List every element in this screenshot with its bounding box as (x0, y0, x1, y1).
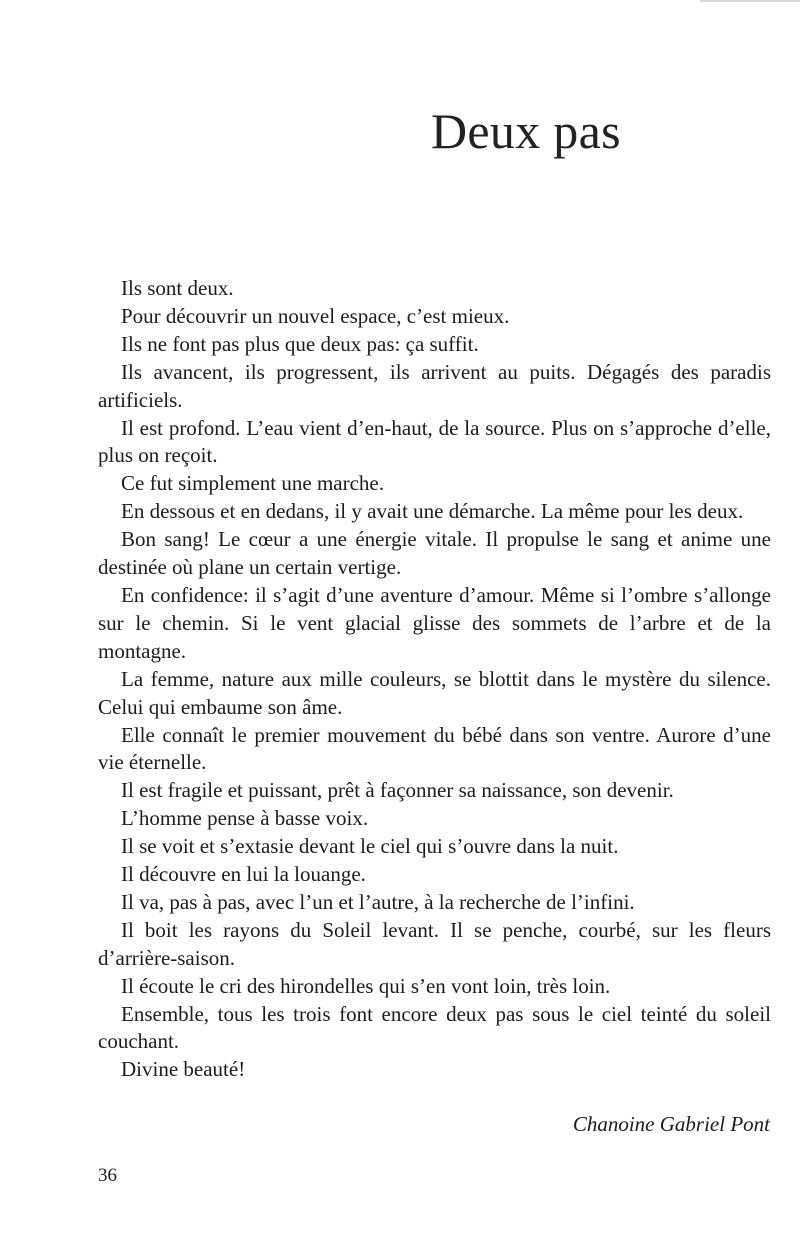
paragraph: Ensemble, tous les trois font encore deux pas sous le ciel teinté du soleil couchant. (98, 1001, 771, 1054)
paragraph: Divine beauté! (121, 1057, 246, 1082)
paragraph: Ce fut simplement une marche. (121, 471, 385, 496)
paragraph: Il écoute le cri des hirondelles qui s’en vont loin, très loin. (121, 973, 611, 998)
paragraph: L’homme pense à basse voix. (121, 806, 369, 831)
paragraph: Il est fragile et puissant, prêt à façonner sa naissance, son devenir. (121, 778, 674, 803)
paragraph: En dessous et en dedans, il y avait une démarche. La même pour les deux. (121, 499, 744, 524)
paragraph: Il est profond. L’eau vient d’en-haut, de la source. Plus on s’approche d’elle, plus on reçoit. (98, 415, 771, 468)
page-number: 36 (98, 1165, 117, 1186)
paragraph: Il découvre en lui la louange. (121, 862, 366, 887)
paragraph: En confidence: il s’agit d’une aventure d’amour. Même si l’ombre s’allonge sur le chemin. Si le vent glacial glisse des sommets de l’arbre et de la montagne. (98, 582, 771, 663)
poem-body (98, 275, 771, 1084)
paragraph: Il boit les rayons du Soleil levant. Il se penche, courbé, sur les fleurs d’arrière-saison. (98, 917, 771, 970)
poem-title: Deux pas (431, 103, 621, 159)
paragraph: Ils avancent, ils progressent, ils arrivent au puits. Dégagés des paradis artificiels. (98, 359, 771, 412)
paragraph: Ils ne font pas plus que deux pas: ça suffit. (121, 331, 479, 356)
paragraph: Il se voit et s’extasie devant le ciel qui s’ouvre dans la nuit. (121, 834, 619, 859)
paragraph: La femme, nature aux mille couleurs, se blottit dans le mystère du silence. Celui qui embaume son âme. (98, 666, 771, 719)
scan-edge-line (700, 0, 800, 2)
paragraph: Elle connaît le premier mouvement du bébé dans son ventre. Aurore d’une vie éternelle. (98, 722, 771, 775)
paragraph: Ils sont deux. (121, 276, 234, 300)
author-signature: Chanoine Gabriel Pont (572, 1112, 770, 1136)
paragraph: Bon sang! Le cœur a une énergie vitale. Il propulse le sang et anime une destinée où plane un certain vertige. (98, 527, 771, 580)
paragraph: Il va, pas à pas, avec l’un et l’autre, à la recherche de l’infini. (121, 889, 635, 914)
paragraph: Pour découvrir un nouvel espace, c’est mieux. (121, 303, 510, 328)
